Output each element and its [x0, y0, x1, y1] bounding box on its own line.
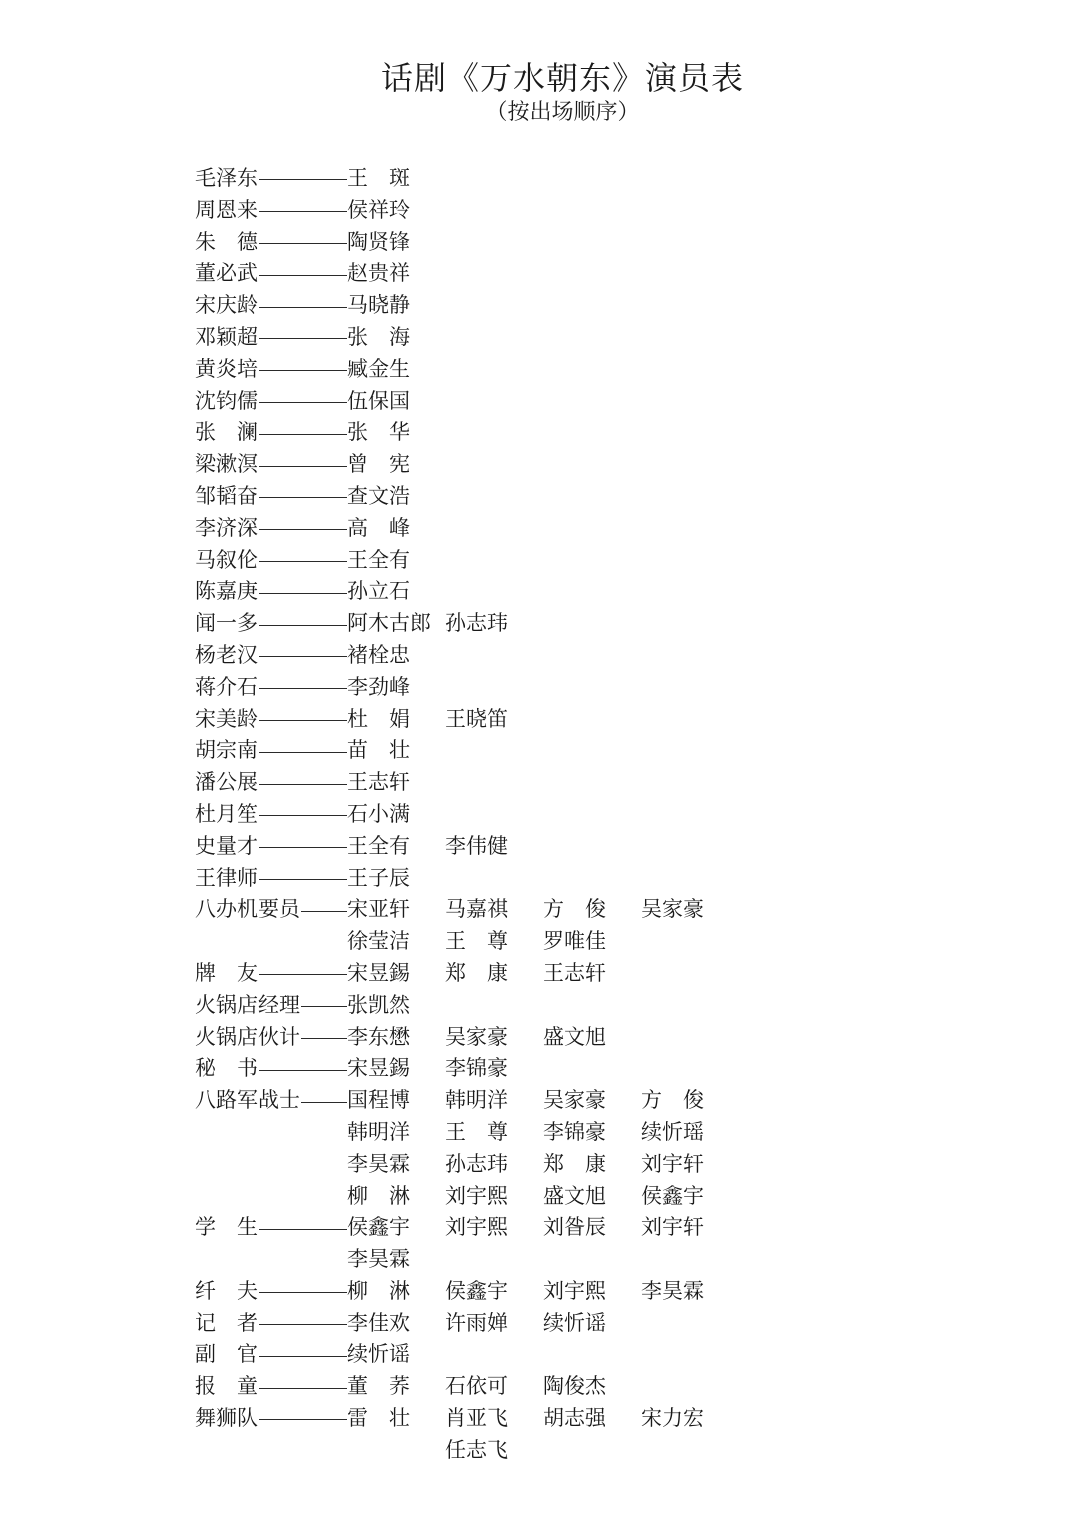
- dash-separator: [259, 466, 347, 467]
- role-name: 纤 夫: [195, 1278, 258, 1303]
- dash-separator: [259, 370, 347, 371]
- cast-row: [195, 227, 755, 259]
- dash-separator: [259, 1229, 347, 1230]
- actor-name: 肖亚飞: [445, 1406, 508, 1431]
- cast-row: [195, 735, 755, 767]
- dash-separator: [259, 879, 347, 880]
- role-name: 报 童: [195, 1374, 258, 1399]
- role-name: 火锅店伙计: [195, 1024, 300, 1049]
- dash-separator: [259, 307, 347, 308]
- cast-row: [195, 608, 755, 640]
- actor-name: 李锦豪: [445, 1056, 508, 1081]
- cast-row: [195, 767, 755, 799]
- actor-name: 宋昱錫: [347, 960, 410, 985]
- role-name: 记 者: [195, 1310, 258, 1335]
- actor-name: 国程博: [347, 1088, 410, 1113]
- role-cell: [195, 1022, 347, 1054]
- role-name: 陈嘉庚: [195, 579, 258, 604]
- cast-row: [195, 1339, 755, 1371]
- actor-name: 曾 宪: [347, 452, 410, 477]
- cast-row: [195, 672, 755, 704]
- role-name: 舞狮队: [195, 1406, 258, 1431]
- dash-separator: [259, 529, 347, 530]
- role-name: 八办机要员: [195, 897, 300, 922]
- role-cell: [195, 386, 347, 418]
- cast-row: [195, 704, 755, 736]
- cast-row: [195, 1371, 755, 1403]
- dash-separator: [259, 752, 347, 753]
- role-cell: [195, 163, 347, 195]
- actor-name: 孙志玮: [445, 611, 508, 636]
- dash-separator: [259, 1292, 347, 1293]
- actor-name: 刘宇熙: [445, 1215, 508, 1240]
- role-name: 闻一多: [195, 611, 258, 636]
- dash-separator: [259, 688, 347, 689]
- role-name: 李济深: [195, 515, 258, 540]
- dash-separator: [259, 847, 347, 848]
- role-cell: [195, 258, 347, 290]
- role-cell: [195, 831, 347, 863]
- role-cell: [195, 227, 347, 259]
- actor-name: 续忻瑶: [641, 1119, 704, 1144]
- role-cell: [195, 1212, 347, 1244]
- role-cell: [195, 1308, 347, 1340]
- cast-row: [195, 163, 755, 195]
- dash-separator: [259, 593, 347, 594]
- cast-row: [195, 1308, 755, 1340]
- role-name: 蒋介石: [195, 674, 258, 699]
- role-cell: [195, 672, 347, 704]
- page-title: 话剧《万水朝东》演员表: [380, 59, 744, 97]
- role-name: 王律师: [195, 865, 258, 890]
- role-cell: [195, 704, 347, 736]
- role-cell: [195, 1403, 347, 1435]
- actor-name: 吴家豪: [543, 1088, 606, 1113]
- role-cell: [195, 799, 347, 831]
- dash-separator: [259, 434, 347, 435]
- actor-name: 张凯然: [347, 992, 410, 1017]
- actor-name: 李昊霖: [641, 1278, 704, 1303]
- actor-name: 伍保国: [347, 388, 410, 413]
- role-name: 沈钧儒: [195, 388, 258, 413]
- dash-separator: [259, 402, 347, 403]
- role-name: 宋美龄: [195, 706, 258, 731]
- cast-row: [195, 449, 755, 481]
- actor-name: 王志轩: [543, 960, 606, 985]
- actor-name: 阿木古郎: [347, 611, 431, 636]
- role-cell: [195, 576, 347, 608]
- cast-list: [195, 163, 755, 1467]
- cast-row: [195, 481, 755, 513]
- actor-name: 李伟健: [445, 833, 508, 858]
- actor-name: 陶贤锋: [347, 229, 410, 254]
- role-cell: [195, 1276, 347, 1308]
- cast-row: [195, 290, 755, 322]
- role-name: 黄炎培: [195, 356, 258, 381]
- actor-name: 陶俊杰: [543, 1374, 606, 1399]
- actor-name: 刘昝辰: [543, 1215, 606, 1240]
- role-name: 毛泽东: [195, 166, 258, 190]
- cast-row: [195, 576, 755, 608]
- actor-name: 柳 淋: [347, 1278, 410, 1303]
- dash-separator: [259, 1356, 347, 1357]
- dash-separator: [259, 815, 347, 816]
- cast-row: [195, 990, 755, 1022]
- actor-name: 王全有: [347, 547, 410, 572]
- actor-name: 宋亚轩: [347, 897, 410, 922]
- role-name: 副 官: [195, 1342, 258, 1367]
- actor-name: 李锦豪: [543, 1119, 606, 1144]
- role-cell: [195, 958, 347, 990]
- dash-separator: [301, 1102, 347, 1103]
- role-name: 邹韬奋: [195, 483, 258, 508]
- actor-name: 李东懋: [347, 1024, 410, 1049]
- actor-name: 方 俊: [543, 897, 606, 922]
- cast-row: [195, 322, 755, 354]
- dash-separator: [301, 911, 347, 912]
- cast-row: [195, 894, 755, 926]
- cast-row: [195, 386, 755, 418]
- actor-name: 侯祥玲: [347, 197, 410, 222]
- actor-name: 张 华: [347, 420, 410, 445]
- role-cell: [195, 1339, 347, 1371]
- actor-name: 马晓静: [347, 293, 410, 318]
- actor-name: 刘宇轩: [641, 1215, 704, 1240]
- role-name: 牌 友: [195, 960, 258, 985]
- actor-name: 雷 壮: [347, 1406, 410, 1431]
- cast-row: [195, 799, 755, 831]
- role-cell: [195, 481, 347, 513]
- cast-row: [195, 958, 755, 990]
- actor-name: 高 峰: [347, 515, 410, 540]
- cast-row: [195, 195, 755, 227]
- actor-name: 王 尊: [445, 929, 508, 954]
- actor-name: 王志轩: [347, 770, 410, 795]
- actor-name: 胡志强: [543, 1406, 606, 1431]
- cast-row: [195, 1276, 755, 1308]
- actor-name: 许雨婵: [445, 1310, 508, 1335]
- dash-separator: [259, 784, 347, 785]
- dash-separator: [259, 243, 347, 244]
- page-subtitle: （按出场顺序）: [485, 100, 640, 125]
- cast-row: [195, 258, 755, 290]
- dash-separator: [259, 656, 347, 657]
- cast-row: [195, 1117, 755, 1149]
- role-cell: [195, 513, 347, 545]
- role-name: 胡宗南: [195, 738, 258, 763]
- role-cell: [195, 322, 347, 354]
- actor-name: 侯鑫宇: [347, 1215, 410, 1240]
- dash-separator: [259, 338, 347, 339]
- role-name: 秘 书: [195, 1056, 258, 1081]
- role-cell: [195, 545, 347, 577]
- dash-separator: [259, 1388, 347, 1389]
- actor-name: 李昊霖: [347, 1247, 410, 1272]
- dash-separator: [259, 625, 347, 626]
- role-cell: [195, 290, 347, 322]
- actor-name: 王 尊: [445, 1119, 508, 1144]
- actor-name: 李昊霖: [347, 1151, 410, 1176]
- role-cell: [195, 1085, 347, 1117]
- actor-name: 石小满: [347, 801, 410, 826]
- actor-name: 刘宇熙: [445, 1183, 508, 1208]
- actor-name: 郑 康: [543, 1151, 606, 1176]
- actor-name: 罗唯佳: [543, 929, 606, 954]
- dash-separator: [259, 1419, 347, 1420]
- cast-row: [195, 545, 755, 577]
- actor-name: 宋昱錫: [347, 1056, 410, 1081]
- cast-row: [195, 1085, 755, 1117]
- actor-name: 柳 淋: [347, 1183, 410, 1208]
- actor-name: 石依可: [445, 1374, 508, 1399]
- actor-name: 韩明洋: [445, 1088, 508, 1113]
- cast-row: [195, 417, 755, 449]
- actor-name: 杜 娟: [347, 706, 410, 731]
- dash-separator: [259, 275, 347, 276]
- role-name: 火锅店经理: [195, 992, 300, 1017]
- actor-name: 韩明洋: [347, 1119, 410, 1144]
- role-name: 潘公展: [195, 770, 258, 795]
- actor-name: 王子辰: [347, 865, 410, 890]
- actor-name: 臧金生: [347, 356, 410, 381]
- cast-row: [195, 1053, 755, 1085]
- actor-name: 吴家豪: [445, 1024, 508, 1049]
- cast-row: [195, 1022, 755, 1054]
- role-cell: [195, 863, 347, 895]
- actor-name: 孙立石: [347, 579, 410, 604]
- cast-row: [195, 1244, 755, 1276]
- dash-separator: [259, 561, 347, 562]
- dash-separator: [259, 497, 347, 498]
- actor-name: 王晓笛: [445, 706, 508, 731]
- actor-name: 刘宇轩: [641, 1151, 704, 1176]
- cast-row: [195, 640, 755, 672]
- cast-row: [195, 354, 755, 386]
- role-name: 学 生: [195, 1215, 258, 1240]
- dash-separator: [259, 974, 347, 975]
- cast-row: [195, 1181, 755, 1213]
- actor-name: 吴家豪: [641, 897, 704, 922]
- cast-row: [195, 831, 755, 863]
- role-name: 梁漱溟: [195, 452, 258, 477]
- cast-row: [195, 863, 755, 895]
- actor-name: 郑 康: [445, 960, 508, 985]
- role-name: 朱 德: [195, 229, 258, 254]
- actor-name: 盛文旭: [543, 1024, 606, 1049]
- role-cell: [195, 449, 347, 481]
- role-cell: [195, 990, 347, 1022]
- dash-separator: [301, 1006, 347, 1007]
- role-cell: [195, 640, 347, 672]
- cast-row: [195, 1212, 755, 1244]
- dash-separator: [259, 1070, 347, 1071]
- role-cell: [195, 354, 347, 386]
- role-cell: [195, 1053, 347, 1085]
- actor-name: 张 海: [347, 324, 410, 349]
- dash-separator: [259, 211, 347, 212]
- role-cell: [195, 894, 347, 926]
- actor-name: 查文浩: [347, 483, 410, 508]
- actor-name: 侯鑫宇: [445, 1278, 508, 1303]
- role-name: 邓颖超: [195, 324, 258, 349]
- dash-separator: [301, 1038, 347, 1039]
- role-name: 周恩来: [195, 197, 258, 222]
- actor-name: 赵贵祥: [347, 261, 410, 286]
- actor-name: 续忻谣: [543, 1310, 606, 1335]
- role-name: 董必武: [195, 261, 258, 286]
- dash-separator: [259, 720, 347, 721]
- role-name: 八路军战士: [195, 1088, 300, 1113]
- dash-separator: [259, 1324, 347, 1325]
- actor-name: 董 荞: [347, 1374, 410, 1399]
- actor-name: 刘宇熙: [543, 1278, 606, 1303]
- actor-name: 方 俊: [641, 1088, 704, 1113]
- actor-name: 李佳欢: [347, 1310, 410, 1335]
- actor-name: 宋力宏: [641, 1406, 704, 1431]
- role-cell: [195, 1371, 347, 1403]
- dash-separator: [259, 179, 347, 180]
- actor-name: 续忻谣: [347, 1342, 410, 1367]
- actor-name: 王全有: [347, 833, 410, 858]
- role-cell: [195, 417, 347, 449]
- actor-name: 马嘉祺: [445, 897, 508, 922]
- actor-name: 盛文旭: [543, 1183, 606, 1208]
- actor-name: 侯鑫宇: [641, 1183, 704, 1208]
- actor-name: 王 斑: [347, 166, 410, 190]
- actor-name: 李劲峰: [347, 674, 410, 699]
- role-cell: [195, 735, 347, 767]
- cast-row: [195, 926, 755, 958]
- actor-name: 苗 壮: [347, 738, 410, 763]
- role-name: 杨老汉: [195, 642, 258, 667]
- role-cell: [195, 767, 347, 799]
- actor-name: 任志飞: [445, 1437, 508, 1462]
- cast-row: [195, 1149, 755, 1181]
- cast-row: [195, 1403, 755, 1435]
- role-name: 宋庆龄: [195, 293, 258, 318]
- actor-name: 孙志玮: [445, 1151, 508, 1176]
- role-name: 杜月笙: [195, 801, 258, 826]
- role-name: 马叙伦: [195, 547, 258, 572]
- actor-name: 徐莹洁: [347, 929, 410, 954]
- role-cell: [195, 195, 347, 227]
- cast-row: [195, 513, 755, 545]
- role-name: 张 澜: [195, 420, 258, 445]
- role-cell: [195, 608, 347, 640]
- actor-name: 褚栓忠: [347, 642, 410, 667]
- role-name: 史量才: [195, 833, 258, 858]
- cast-row: [195, 1435, 755, 1467]
